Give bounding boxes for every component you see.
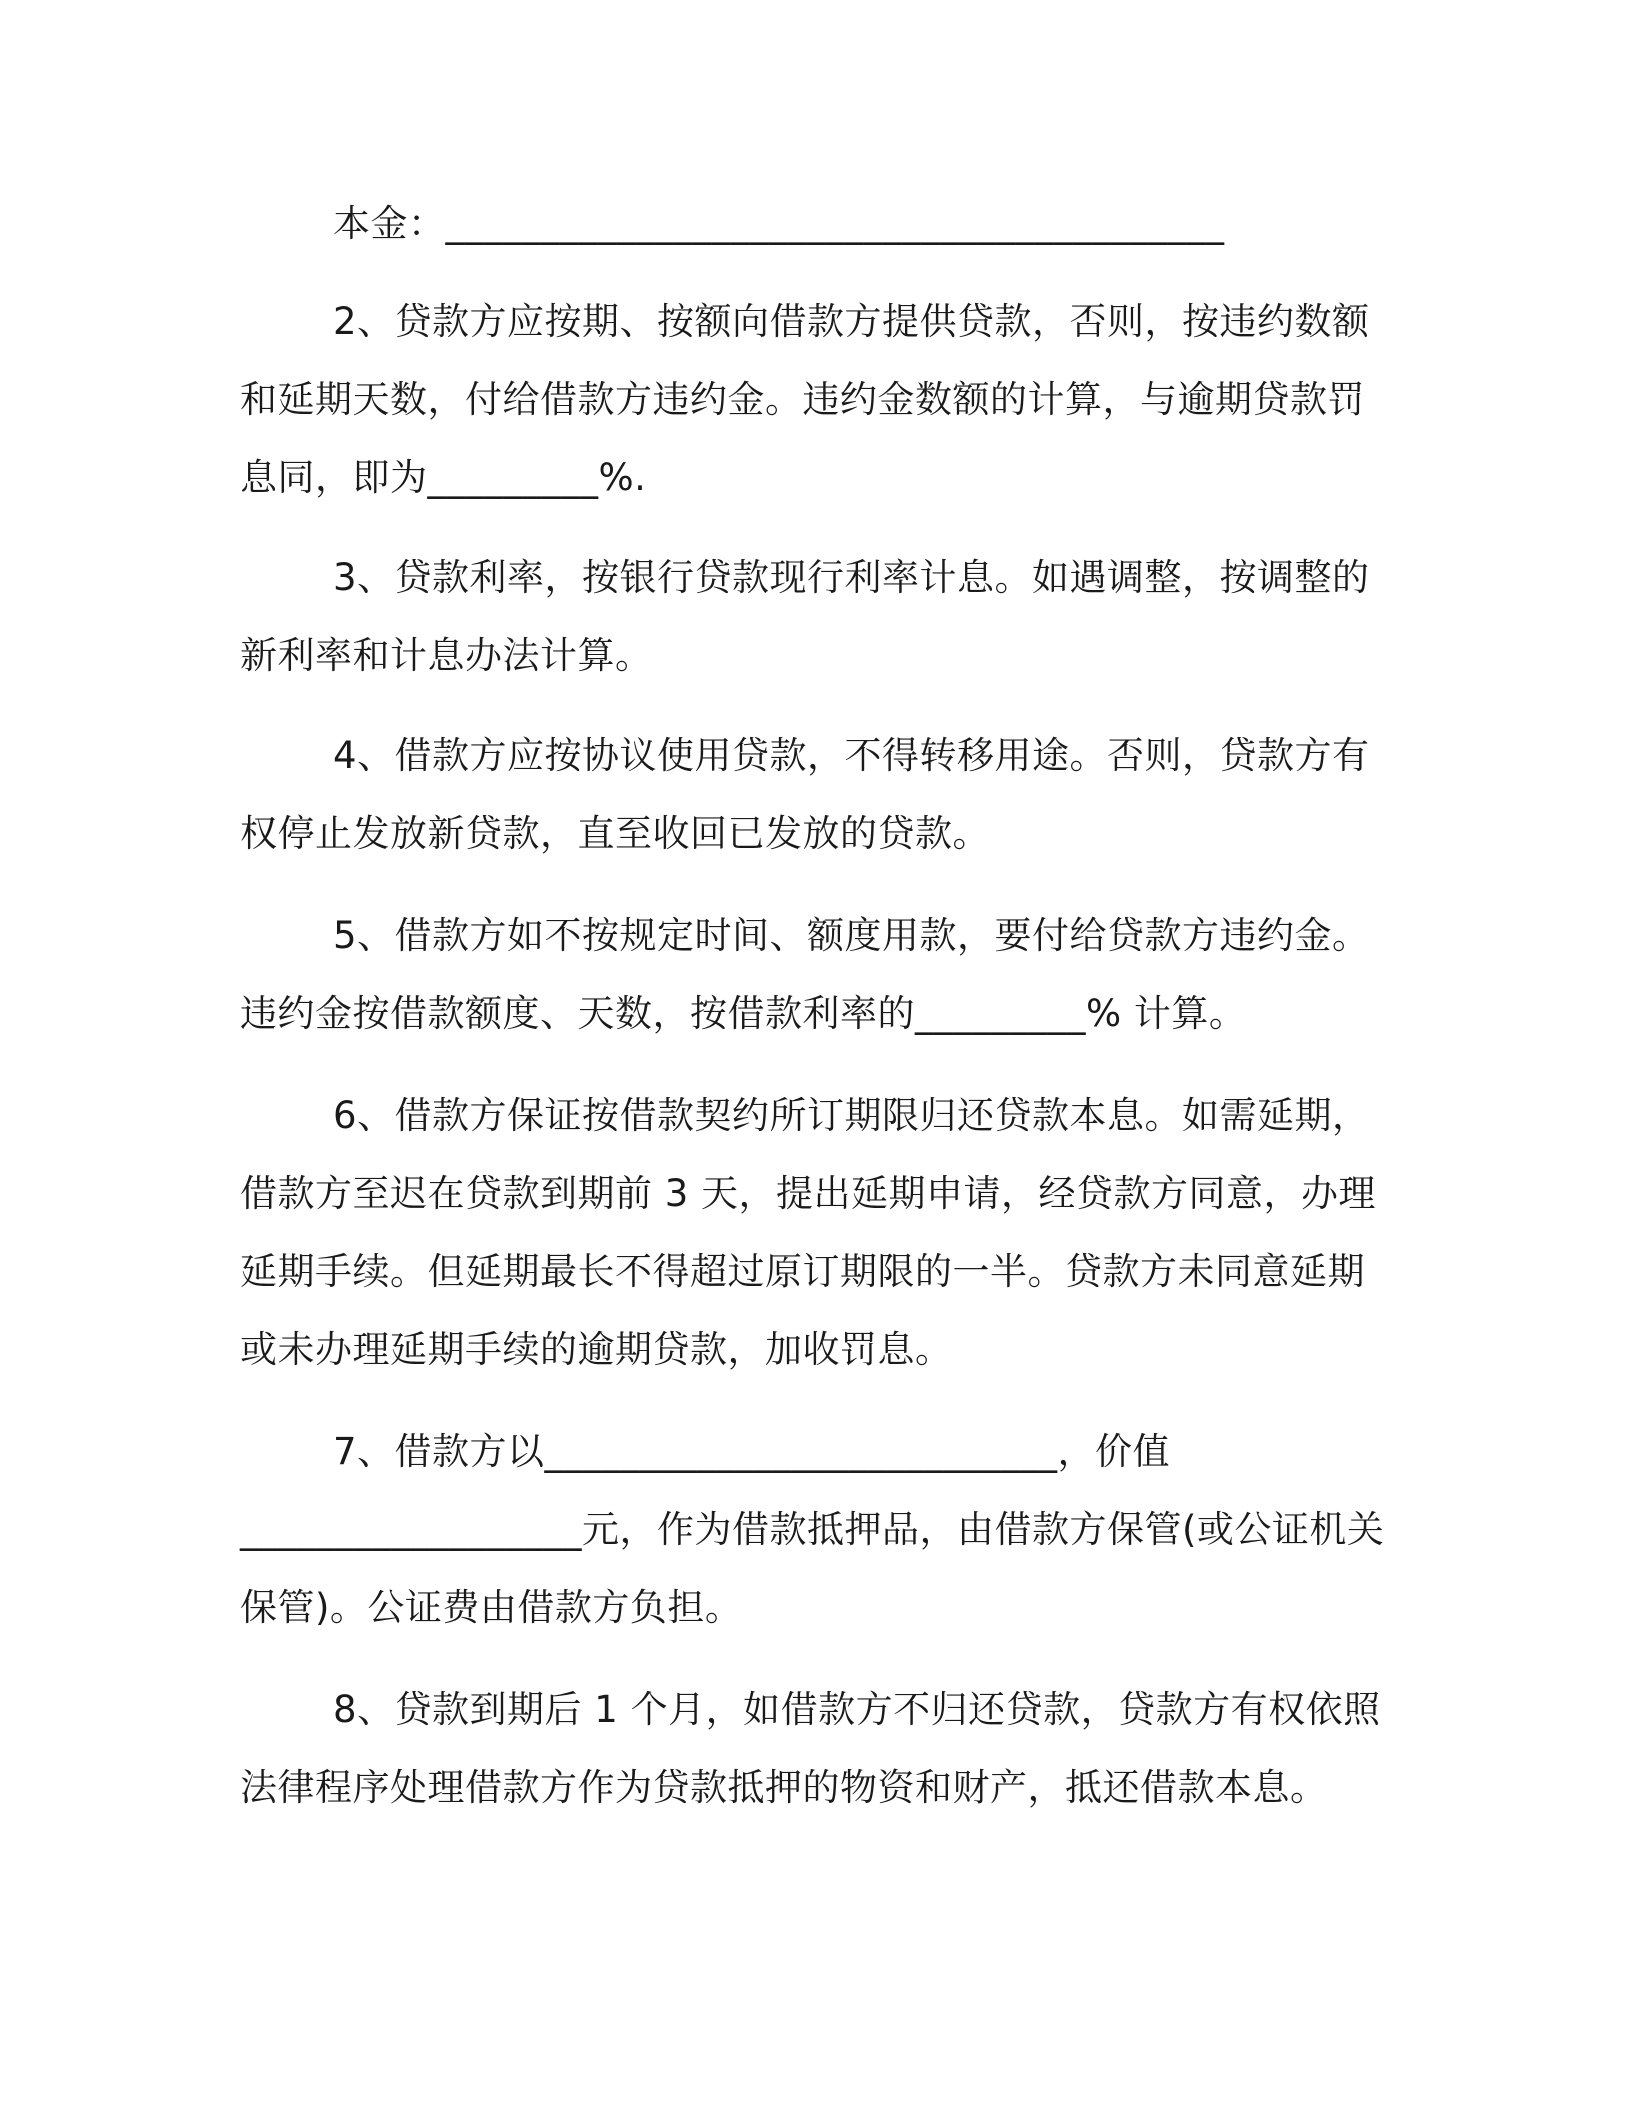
clause-6-line-3: 延期手续。但延期最长不得超过原订期限的一半。贷款方未同意延期 [240, 1250, 1365, 1293]
clause-8-line-2: 法律程序处理借款方作为贷款抵押的物资和财产，抵还借款本息。 [240, 1766, 1328, 1809]
clause-7-line-2: __________________元，作为借款抵押品，由借款方保管(或公证机关 [240, 1508, 1385, 1551]
clause-2-line-2: 和延期天数，付给借款方违约金。违约金数额的计算，与逾期贷款罚 [240, 378, 1365, 421]
clause-8-line-1: 8、贷款到期后 1 个月，如借款方不归还贷款，贷款方有权依照 [333, 1688, 1381, 1731]
clause-2-line-1: 2、贷款方应按期、按额向借款方提供贷款，否则，按违约数额 [333, 300, 1370, 343]
clause-3-line-1: 3、贷款利率，按银行贷款现行利率计息。如遇调整，按调整的 [333, 556, 1370, 599]
clause-6-line-2: 借款方至迟在贷款到期前 3 天，提出延期申请，经贷款方同意，办理 [240, 1172, 1377, 1215]
clause-2-line-3: 息同，即为_________%. [240, 456, 647, 499]
clause-5-line-1: 5、借款方如不按规定时间、额度用款，要付给贷款方违约金。 [333, 914, 1370, 957]
clause-7-line-3: 保管)。公证费由借款方负担。 [240, 1586, 743, 1629]
clause-7-line-1: 7、借款方以___________________________，价值 [333, 1430, 1171, 1473]
clause-5-line-2: 违约金按借款额度、天数，按借款利率的_________% 计算。 [240, 992, 1247, 1035]
clause-4-line-1: 4、借款方应按协议使用贷款，不得转移用途。否则，贷款方有 [333, 734, 1370, 777]
clause-4-line-2: 权停止发放新贷款，直至收回已发放的贷款。 [240, 812, 990, 855]
clause-6-line-1: 6、借款方保证按借款契约所订期限归还贷款本息。如需延期， [333, 1094, 1370, 1137]
clause-6-line-4: 或未办理延期手续的逾期贷款，加收罚息。 [240, 1328, 953, 1371]
principal-line: 本金：_________________________________________ [333, 202, 1225, 245]
clause-3-line-2: 新利率和计息办法计算。 [240, 634, 653, 677]
